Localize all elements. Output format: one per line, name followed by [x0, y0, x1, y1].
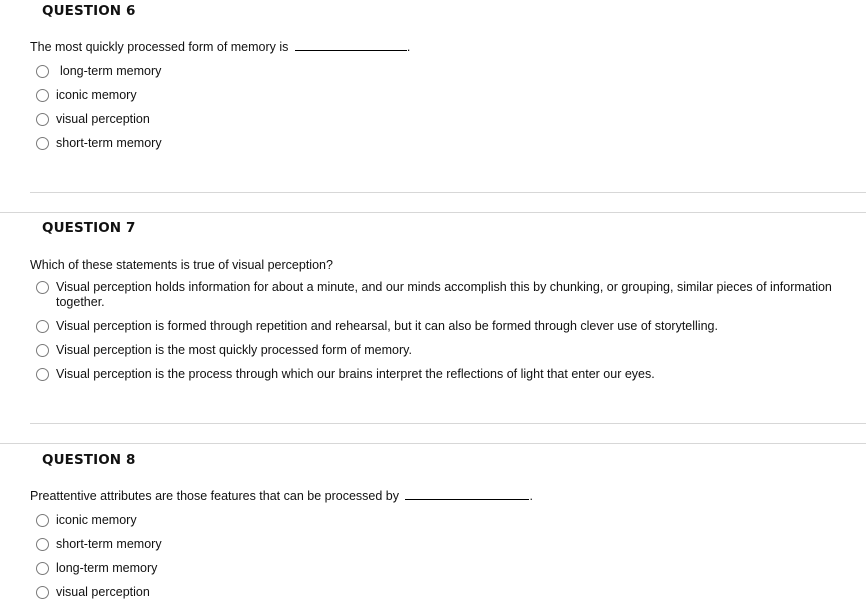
- question-6-option-3[interactable]: [36, 112, 150, 127]
- option-label: visual perception: [56, 585, 150, 599]
- answer-blank: [405, 498, 529, 500]
- option-label: visual perception: [56, 112, 150, 126]
- question-8-prompt: Preattentive attributes are those features that can be processed by: [30, 489, 399, 503]
- question-6-suffix: .: [406, 40, 411, 54]
- question-6-text: [30, 40, 410, 54]
- option-label: long-term memory: [60, 64, 162, 78]
- question-8-option-3[interactable]: [36, 561, 157, 576]
- section-divider: [0, 443, 866, 444]
- question-6-option-2[interactable]: [36, 88, 137, 103]
- question-7-option-4[interactable]: [36, 367, 655, 382]
- question-8-option-2[interactable]: [36, 537, 162, 552]
- question-6-option-4[interactable]: [36, 136, 162, 151]
- radio-button[interactable]: [36, 89, 49, 102]
- question-6-title: QUESTION 6: [42, 3, 136, 19]
- question-divider: [30, 192, 866, 193]
- radio-button[interactable]: [36, 368, 49, 381]
- question-7-text: Which of these statements is true of visual perception?: [30, 258, 333, 272]
- radio-button[interactable]: [36, 514, 49, 527]
- question-7-title: QUESTION 7: [42, 220, 136, 236]
- radio-button[interactable]: [36, 113, 49, 126]
- answer-blank: [295, 49, 407, 51]
- question-7-option-2[interactable]: [36, 319, 718, 334]
- option-label: short-term memory: [56, 537, 162, 551]
- question-8-title: QUESTION 8: [42, 452, 136, 468]
- option-label: long-term memory: [56, 561, 158, 575]
- option-label: iconic memory: [56, 88, 137, 102]
- question-8-suffix: .: [529, 489, 533, 503]
- radio-button[interactable]: [36, 65, 49, 78]
- section-divider: [0, 212, 866, 213]
- option-label: Visual perception is formed through repetition and rehearsal, but it can also be formed through clever use of storytelling.: [56, 319, 718, 333]
- question-6-option-1[interactable]: [36, 64, 161, 79]
- radio-button[interactable]: [36, 586, 49, 599]
- question-divider: [30, 423, 866, 424]
- question-7-option-3[interactable]: [36, 343, 412, 358]
- radio-button[interactable]: [36, 344, 49, 357]
- question-8-option-4[interactable]: [36, 585, 150, 600]
- option-label: short-term memory: [56, 136, 162, 150]
- question-6-prompt: The most quickly processed form of memory is: [30, 40, 289, 54]
- option-label: Visual perception is the process through which our brains interpret the reflections of light that enter our eyes.: [56, 367, 655, 381]
- radio-button[interactable]: [36, 281, 49, 294]
- option-label: Visual perception holds information for about a minute, and our minds accomplish this by chunking, or grouping, similar pieces of information together.: [56, 280, 832, 309]
- radio-button[interactable]: [36, 137, 49, 150]
- question-7-option-1[interactable]: [36, 280, 836, 310]
- option-label: iconic memory: [56, 513, 137, 527]
- question-8-option-1[interactable]: [36, 513, 137, 528]
- question-8-text: [30, 489, 533, 503]
- radio-button[interactable]: [36, 320, 49, 333]
- option-label: Visual perception is the most quickly processed form of memory.: [56, 343, 412, 357]
- radio-button[interactable]: [36, 538, 49, 551]
- radio-button[interactable]: [36, 562, 49, 575]
